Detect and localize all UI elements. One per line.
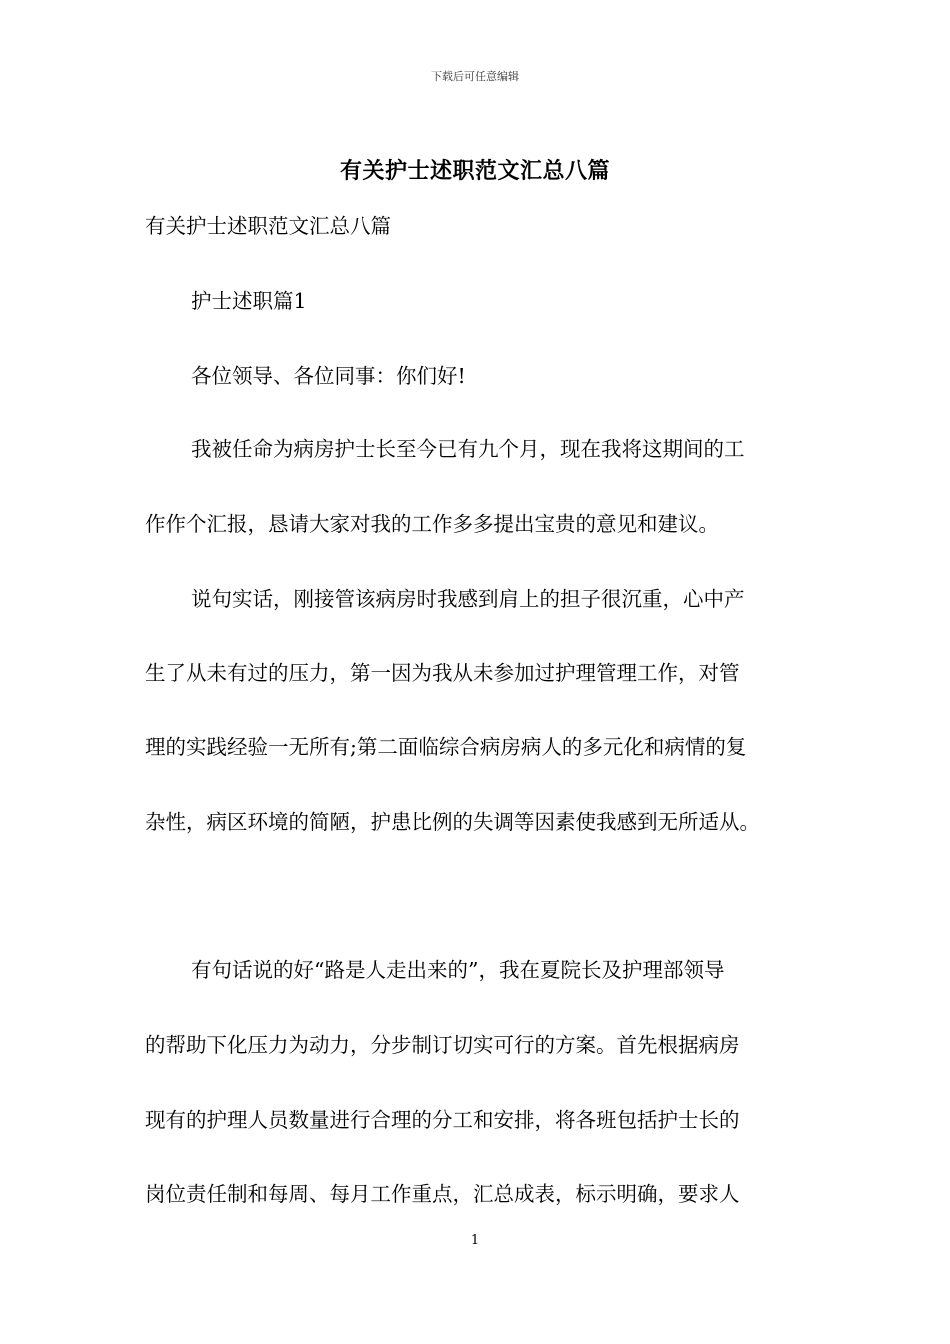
header-note: 下载后可任意编辑 xyxy=(431,70,519,83)
page-number: 1 xyxy=(470,1233,480,1248)
document-title: 有关护士述职范文汇总八篇 xyxy=(339,158,610,184)
paragraph-line: 现有的护理人员数量进行合理的分工和安排，将各班包括护士长的 xyxy=(145,1108,740,1132)
paragraph-line: 作作个汇报，恳请大家对我的工作多多提出宝贵的意见和建议。 xyxy=(145,512,719,536)
paragraph-line: 说句实话，刚接管该病房时我感到肩上的担子很沉重，心中产 xyxy=(191,587,745,611)
subtitle-line: 有关护士述职范文汇总八篇 xyxy=(145,214,391,238)
paragraph-line: 理的实践经验一无所有;第二面临综合病房病人的多元化和病情的复 xyxy=(145,735,747,759)
paragraph-line: 生了从未有过的压力，第一因为我从未参加过护理管理工作，对管 xyxy=(145,661,740,685)
paragraph-line: 的帮助下化压力为动力，分步制订切实可行的方案。首先根据病房 xyxy=(145,1033,740,1057)
paragraph-line: 有句话说的好“路是人走出来的”，我在夏院长及护理部领导 xyxy=(191,958,725,982)
greeting-line: 各位领导、各位同事：你们好! xyxy=(191,364,466,388)
section-heading: 护士述职篇1 xyxy=(191,289,307,313)
paragraph-line: 我被任命为病房护士长至今已有九个月，现在我将这期间的工 xyxy=(191,437,745,461)
paragraph-line: 岗位责任制和每周、每月工作重点，汇总成表，标示明确，要求人 xyxy=(145,1182,740,1206)
paragraph-line: 杂性，病区环境的简陋，护患比例的失调等因素使我感到无所适从。 xyxy=(145,810,760,834)
